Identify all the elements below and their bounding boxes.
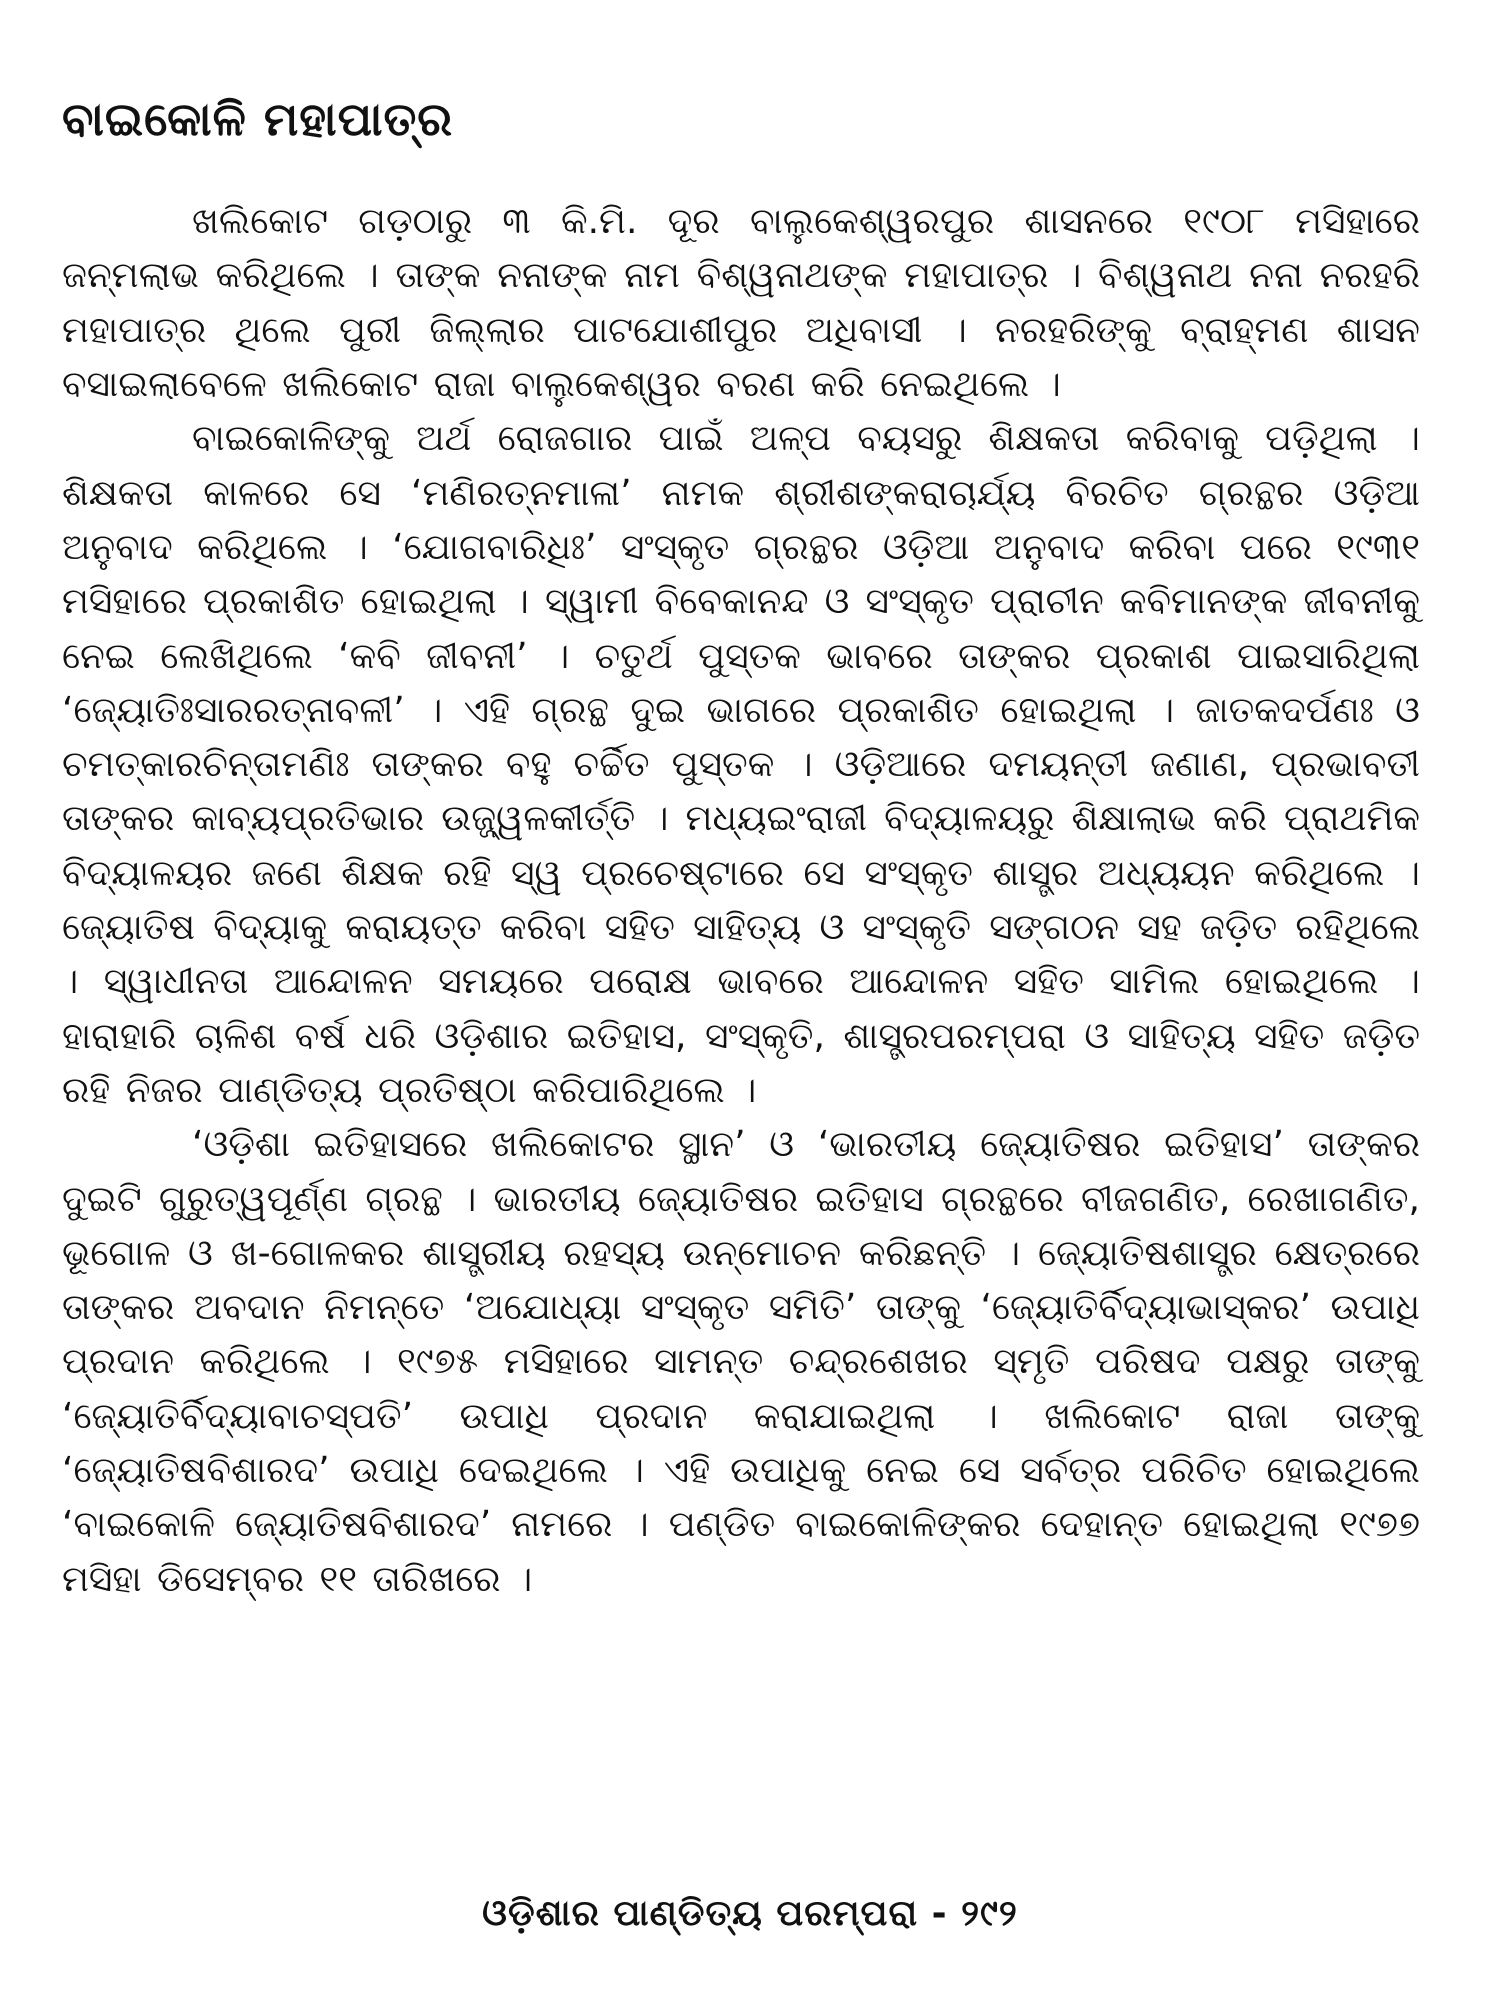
page-footer: ଓଡ଼ିଶାର ପାଣ୍ଡିତ୍ୟ ପରମ୍ପରା - ୨୯୨: [482, 1893, 1018, 1934]
paragraph-career: ବାଇକୋଳିଙ୍କୁ ଅର୍ଥ ରୋଜଗାର ପାଇଁ ଅଳ୍ପ ବୟସରୁ ଶିକ୍ଷକତା କରିବାକୁ ପଡ଼ିଥିଲା । ଶିକ୍ଷକତା କାଳରେ ସେ ‘ମଣିରତ୍ନମାଳା’ ନାମକ ଶ୍ରୀଶଙ୍କରାଚାର୍ଯ୍ୟ ବିରଚିତ ଗ୍ରନ୍ଥର ଓଡ଼ିଆ ଅନୁବାଦ କରିଥିଲେ । ‘ଯୋଗବାରିଧିଃ’ ସଂସ୍କୃତ ଗ୍ରନ୍ଥର ଓଡ଼ିଆ ଅନୁବାଦ କରିବା ପରେ ୧୯୩୧ ମସିହାରେ ପ୍ରକାଶିତ ହୋଇଥିଲା । ସ୍ୱାମୀ ବିବେକାନନ୍ଦ ଓ ସଂସ୍କୃତ ପ୍ରାଚୀନ କବିମାନଙ୍କ ଜୀବନୀକୁ ନେଇ ଲେଖିଥିଲେ ‘କବି ଜୀବନୀ’ । ଚତୁର୍ଥ ପୁସ୍ତକ ଭାବରେ ତାଙ୍କର ପ୍ରକାଶ ପାଇସାରିଥିଲା ‘ଜ୍ୟୋତିଃସାରରତ୍ନାବଳୀ’ । ଏହି ଗ୍ରନ୍ଥ ଦୁଇ ଭାଗରେ ପ୍ରକାଶିତ ହୋଇଥିଲା । ଜାତକଦର୍ପଣଃ ଓ ଚମତ୍କାରଚିନ୍ତାମଣିଃ ତାଙ୍କର ବହୁ ଚର୍ଚ୍ଚିତ ପୁସ୍ତକ । ଓଡ଼ିଆରେ ଦମୟନ୍ତୀ ଜଣାଣ, ପ୍ରଭାବତୀ ତାଙ୍କର କାବ୍ୟପ୍ରତିଭାର ଉଜ୍ଜ୍ୱଳକୀର୍ତ୍ତି । ମଧ୍ୟଇଂରାଜୀ ବିଦ୍ୟାଳୟରୁ ଶିକ୍ଷାଲାଭ କରି ପ୍ରାଥମିକ ବିଦ୍ୟାଳୟର ଜଣେ ଶିକ୍ଷକ ରହି ସ୍ୱ ପ୍ରଚେଷ୍ଟାରେ ସେ ସଂସ୍କୃତ ଶାସ୍ତ୍ର ଅଧ୍ୟୟନ କରିଥିଲେ । ଜ୍ୟୋତିଷ ବିଦ୍ୟାକୁ କରାୟତ୍ତ କରିବା ସହିତ ସାହିତ୍ୟ ଓ ସଂସ୍କୃତି ସଙ୍ଗଠନ ସହ ଜଡ଼ିତ ରହିଥିଲେ । ସ୍ୱାଧୀନତା ଆନ୍ଦୋଳନ ସମୟରେ ପରୋକ୍ଷ ଭାବରେ ଆନ୍ଦୋଳନ ସହିତ ସାମିଲ ହୋଇଥିଲେ । ହାରାହାରି ଚାଳିଶ ବର୍ଷ ଧରି ଓଡ଼ିଶାର ଇତିହାସ, ସଂସ୍କୃତି, ଶାସ୍ତ୍ରପରମ୍ପରା ଓ ସାହିତ୍ୟ ସହିତ ଜଡ଼ିତ ରହି ନିଜର ପାଣ୍ଡିତ୍ୟ ପ୍ରତିଷ୍ଠା କରିପାରିଥିଲେ ।: [62, 418, 1420, 1111]
paragraph-birth: ଖଲିକୋଟ ଗଡ଼ଠାରୁ ୩ କି.ମି. ଦୂର ବାଲୁକେଶ୍ୱରପୁର ଶାସନରେ ୧୯୦୮ ମସିହାରେ ଜନ୍ମଲାଭ କରିଥିଲେ । ତାଙ୍କ ନନାଙ୍କ ନାମ ବିଶ୍ୱନାଥଙ୍କ ମହାପାତ୍ର । ବିଶ୍ୱନାଥ ନନା ନରହରି ମହାପାତ୍ର ଥିଲେ ପୁରୀ ଜିଲ୍ଲାର ପାଟଯୋଶୀପୁର ଅଧିବାସୀ । ନରହରିଙ୍କୁ ବ୍ରାହ୍ମଣ ଶାସନ ବସାଇଲାବେଳେ ଖଲିକୋଟ ରାଜା ବାଲୁକେଶ୍ୱର ବରଣ କରି ନେଇଥିଲେ ।: [62, 201, 1420, 406]
page-title: ବାଇକୋଳି ମହାପାତ୍ର: [62, 92, 454, 146]
paragraph-works: ‘ଓଡ଼ିଶା ଇତିହାସରେ ଖଲିକୋଟର ସ୍ଥାନ’ ଓ ‘ଭାରତୀୟ ଜ୍ୟୋତିଷର ଇତିହାସ’ ତାଙ୍କର ଦୁଇଟି ଗୁରୁତ୍ୱପୂର୍ଣ୍ଣ ଗ୍ରନ୍ଥ । ଭାରତୀୟ ଜ୍ୟୋତିଷର ଇତିହାସ ଗ୍ରନ୍ଥରେ ବୀଜଗଣିତ, ରେଖାଗଣିତ, ଭୂଗୋଳ ଓ ଖ-ଗୋଳକର ଶାସ୍ତ୍ରୀୟ ରହସ୍ୟ ଉନ୍ମୋଚନ କରିଛନ୍ତି । ଜ୍ୟୋତିଷଶାସ୍ତ୍ର କ୍ଷେତ୍ରରେ ତାଙ୍କର ଅବଦାନ ନିମନ୍ତେ ‘ଅଯୋଧ୍ୟା ସଂସ୍କୃତ ସମିତି’ ତାଙ୍କୁ ‘ଜ୍ୟୋତିର୍ବିଦ୍ୟାଭାସ୍କର’ ଉପାଧି ପ୍ରଦାନ କରିଥିଲେ । ୧୯୭୫ ମସିହାରେ ସାମନ୍ତ ଚନ୍ଦ୍ରଶେଖର ସ୍ମୃତି ପରିଷଦ ପକ୍ଷରୁ ତାଙ୍କୁ ‘ଜ୍ୟୋତିର୍ବିଦ୍ୟାବାଚସ୍ପତି’ ଉପାଧି ପ୍ରଦାନ କରାଯାଇଥିଲା । ଖଲିକୋଟ ରାଜା ତାଙ୍କୁ ‘ଜ୍ୟୋତିଷବିଶାରଦ’ ଉପାଧି ଦେଇଥିଲେ । ଏହି ଉପାଧିକୁ ନେଇ ସେ ସର୍ବତ୍ର ପରିଚିତ ହୋଇଥିଲେ ‘ବାଇକୋଳି ଜ୍ୟୋତିଷବିଶାରଦ’ ନାମରେ । ପଣ୍ଡିତ ବାଇକୋଳିଙ୍କର ଦେହାନ୍ତ ହୋଇଥିଲା ୧୯୭୭ ମସିହା ଡିସେମ୍ବର ୧୧ ତାରିଖରେ ।: [62, 1124, 1420, 1600]
